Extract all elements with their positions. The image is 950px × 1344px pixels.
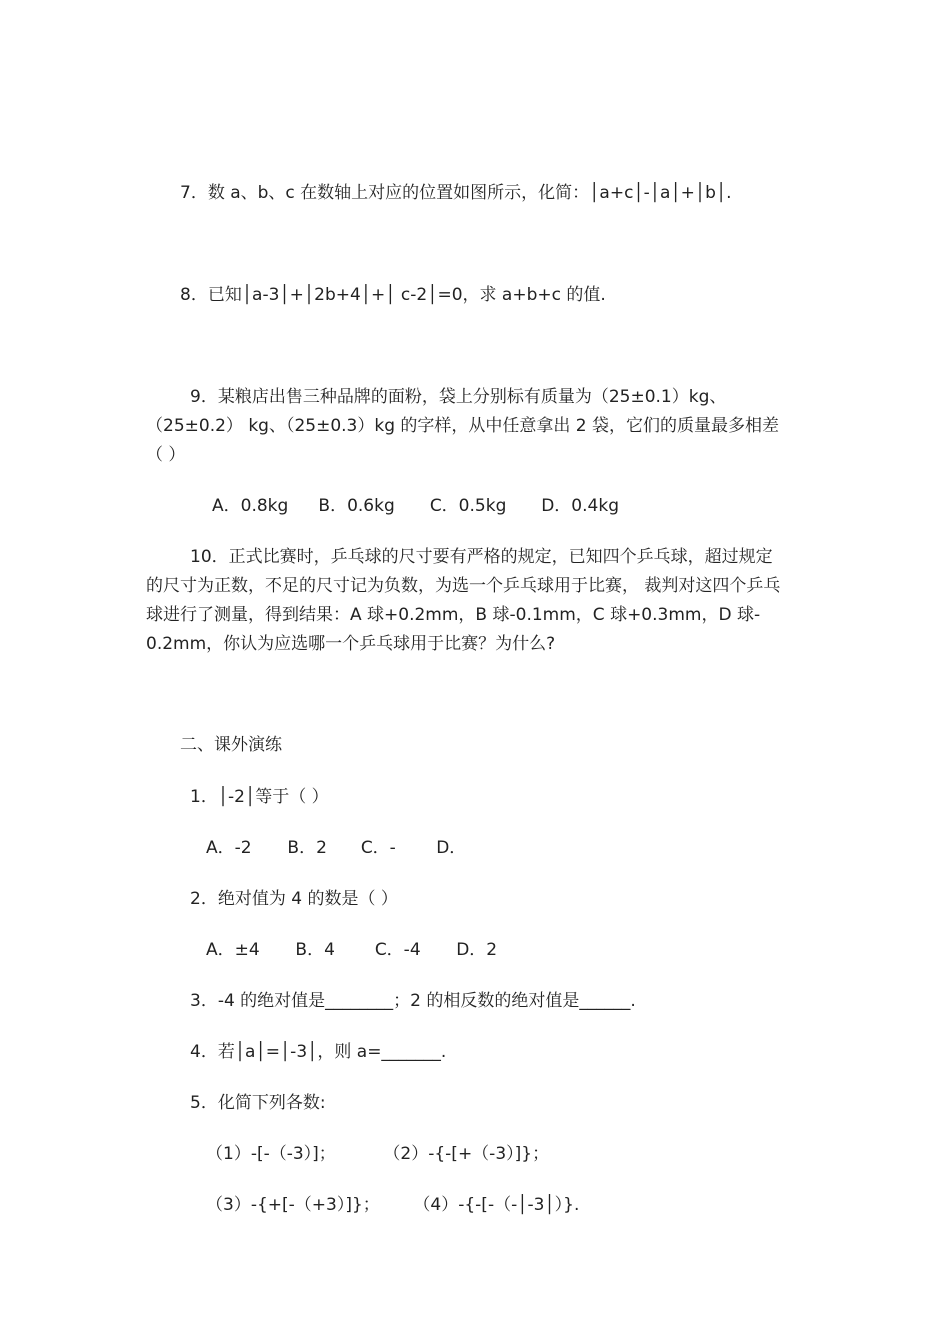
option-b: B．0.6kg — [318, 496, 395, 516]
option-d: D．0.4kg — [541, 496, 619, 516]
question-9-options — [212, 495, 619, 517]
option-c: C．-4 — [374, 940, 421, 960]
exercise-5-row-2 — [206, 1194, 579, 1216]
question-10-line-4: 0.2mm，你认为应选哪一个乒乓球用于比赛？为什么? — [146, 634, 556, 654]
exercise-5-item-2: （2）-{-[+（-3）]}； — [383, 1144, 550, 1164]
option-d: D． — [436, 838, 467, 858]
option-a: A．0.8kg — [212, 496, 289, 516]
exercise-5: 5．化简下列各数: — [190, 1093, 326, 1113]
exercise-5-item-4: （4）-{-[-（-│-3│）}. — [413, 1195, 580, 1215]
option-c: C．0.5kg — [429, 496, 507, 516]
question-10-line-1: 10．正式比赛时，乒乓球的尺寸要有严格的规定，已知四个乒乓球，超过规定 — [190, 547, 773, 567]
option-a: A．±4 — [206, 940, 260, 960]
section-2-title: 二、课外演练 — [180, 735, 282, 755]
exercise-2: 2．绝对值为 4 的数是（ ） — [190, 889, 398, 909]
option-b: B．4 — [295, 940, 335, 960]
exercise-3: 3．-4 的绝对值是________；2 的相反数的绝对值是______. — [190, 991, 636, 1011]
exercise-5-item-1: （1）-[-（-3）]； — [206, 1144, 336, 1164]
question-10-line-2: 的尺寸为正数，不足的尺寸记为负数，为选一个乒乓球用于比赛， 裁判对这四个乒乓 — [146, 576, 781, 596]
question-10-line-3: 球进行了测量，得到结果：A 球+0.2mm，B 球-0.1mm，C 球+0.3mm，D 球- — [146, 605, 761, 625]
option-b: B．2 — [287, 838, 327, 858]
exercise-1: 1．│-2│等于（ ） — [190, 787, 329, 807]
question-9-line-1: 9．某粮店出售三种品牌的面粉，袋上分别标有质量为（25±0.1）kg、 — [190, 387, 727, 407]
option-a: A．-2 — [206, 838, 252, 858]
option-d: D．2 — [456, 940, 498, 960]
question-9-line-2: （25±0.2） kg、（25±0.3）kg 的字样，从中任意拿出 2 袋，它们的质量最多相差 — [146, 416, 780, 436]
exercise-5-row-1 — [206, 1143, 549, 1165]
exercise-2-options — [206, 939, 497, 961]
exercise-1-options — [206, 837, 466, 859]
question-7: 7．数 a、b、c 在数轴上对应的位置如图所示，化简：│a+c│-│a│+│b│. — [180, 183, 732, 203]
exercise-5-item-3: （3）-{+[-（+3）]}； — [206, 1195, 380, 1215]
question-9-line-3: （ ） — [146, 445, 186, 465]
question-8: 8．已知│a-3│+│2b+4│+│ c-2│=0，求 a+b+c 的值. — [180, 285, 606, 305]
option-c: C．- — [360, 838, 396, 858]
exercise-4: 4．若│a│=│-3│，则 a=_______. — [190, 1042, 447, 1062]
